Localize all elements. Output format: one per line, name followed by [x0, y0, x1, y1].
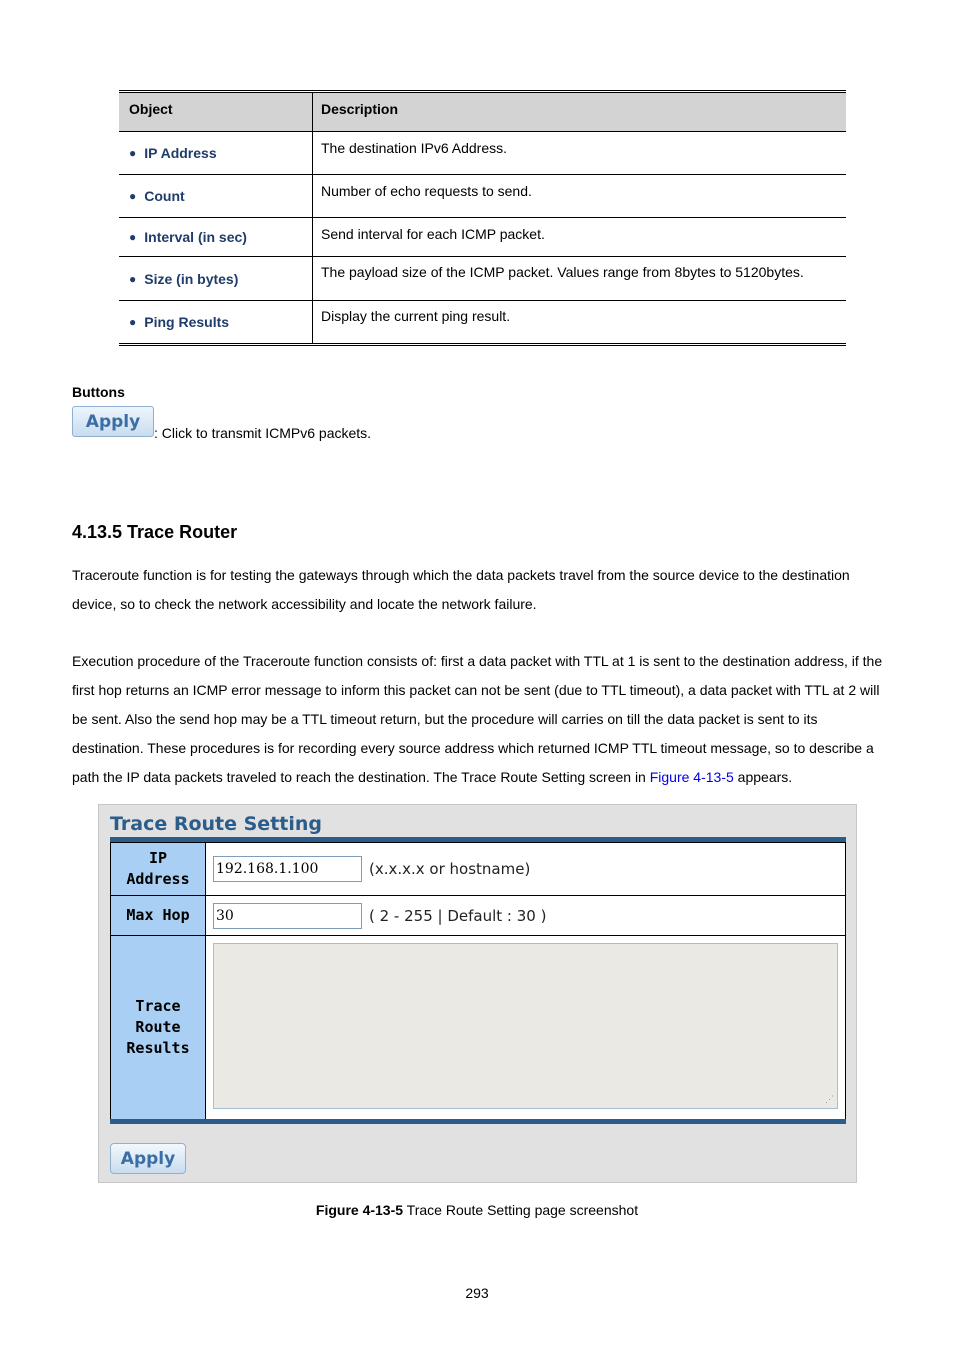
bullet-icon: ●: [129, 230, 137, 244]
row-desc: Number of echo requests to send.: [321, 183, 532, 199]
bullet-icon: ●: [129, 315, 137, 329]
trace-route-screenshot: [98, 804, 857, 1183]
row-label: Size (in bytes): [144, 270, 239, 287]
paragraph-2: [72, 647, 887, 792]
ip-label-line1: IP: [148, 849, 168, 867]
trace-results-label: [111, 936, 206, 1119]
max-hop-input[interactable]: 30: [213, 903, 362, 929]
caption-figure-number: Figure 4-13-5: [315, 1202, 404, 1218]
row-label: Interval (in sec): [144, 229, 247, 245]
table-row: [119, 218, 846, 257]
max-hop-hint: ( 2 - 255 | Default : 30 ): [369, 906, 547, 925]
resize-grip-icon[interactable]: ⋰: [825, 1094, 834, 1104]
page-number: 293: [465, 1285, 489, 1301]
ip-address-hint: (x.x.x.x or hostname): [369, 860, 531, 878]
ip-address-label: [111, 843, 206, 895]
max-hop-label: Max Hop: [111, 896, 206, 935]
caption-text: Trace Route Setting page screenshot: [403, 1202, 639, 1218]
header-description: Description: [321, 101, 399, 117]
paragraph-2-text: Execution procedure of the Traceroute function consists of: first a data packet with TTL at 1 is sent to the destination address, if the first hop returns an ICMP error message to inform this packet can not be sent (due to TTL timeout), a data packet with TTL at 2 will be sent. Also the send hop may be a TTL timeout return, but the procedure will carries on till the data packet is sent to its destination. These procedures is for recording every source address which returned ICMP TTL timeout message, so to describe a path the IP data packets traveled to reach the destination. The Trace Route Setting screen in: [72, 653, 883, 785]
bullet-icon: ●: [129, 271, 137, 286]
section-title: 4.13.5 Trace Router: [72, 522, 238, 542]
table-bottom-rule: [119, 343, 846, 346]
row-label: Ping Results: [144, 314, 230, 330]
row-desc: The destination IPv6 Address.: [321, 140, 507, 156]
table-row: [119, 257, 846, 301]
row-desc: Display the current ping result.: [321, 308, 511, 324]
results-label-line3: Results: [126, 1039, 190, 1057]
paragraph-2-tail: appears.: [733, 769, 793, 785]
max-hop-row: [110, 896, 846, 936]
results-label-line2: Route: [135, 1018, 181, 1036]
figure-link[interactable]: Figure 4-13-5: [649, 769, 734, 785]
row-desc: The payload size of the ICMP packet. Values range from 8bytes to 5120bytes.: [321, 264, 804, 280]
ip-label-line2: Address: [126, 870, 190, 888]
trace-results-textarea[interactable]: [213, 943, 838, 1109]
row-label: IP Address: [144, 145, 217, 161]
paragraph-1: Traceroute function is for testing the gateways through which the data packets travel from the source device to the destination device, so to check the network accessibility and locate the network failure.: [72, 567, 850, 612]
object-table: [119, 90, 846, 346]
bullet-icon: ●: [129, 146, 137, 160]
row-desc: Send interval for each ICMP packet.: [321, 226, 545, 242]
table-row: [119, 175, 846, 218]
bullet-icon: ●: [129, 189, 137, 203]
results-label-line1: Trace: [135, 997, 181, 1015]
apply-description: : Click to transmit ICMPv6 packets.: [154, 425, 372, 441]
buttons-heading: Buttons: [72, 384, 125, 400]
trace-results-row: [110, 936, 846, 1119]
apply-button[interactable]: Apply: [110, 1143, 186, 1174]
screenshot-title: Trace Route Setting: [110, 813, 322, 835]
header-object: Object: [119, 93, 313, 131]
table-header: [119, 93, 846, 132]
figure-caption: [0, 1202, 954, 1218]
table-row: [119, 301, 846, 343]
ip-address-input[interactable]: 192.168.1.100: [213, 856, 362, 882]
table-row: [119, 132, 846, 175]
row-label: Count: [144, 188, 185, 204]
apply-button-example: Apply: [72, 406, 154, 437]
settings-frame: [110, 837, 846, 1124]
ip-address-row: [110, 842, 846, 896]
